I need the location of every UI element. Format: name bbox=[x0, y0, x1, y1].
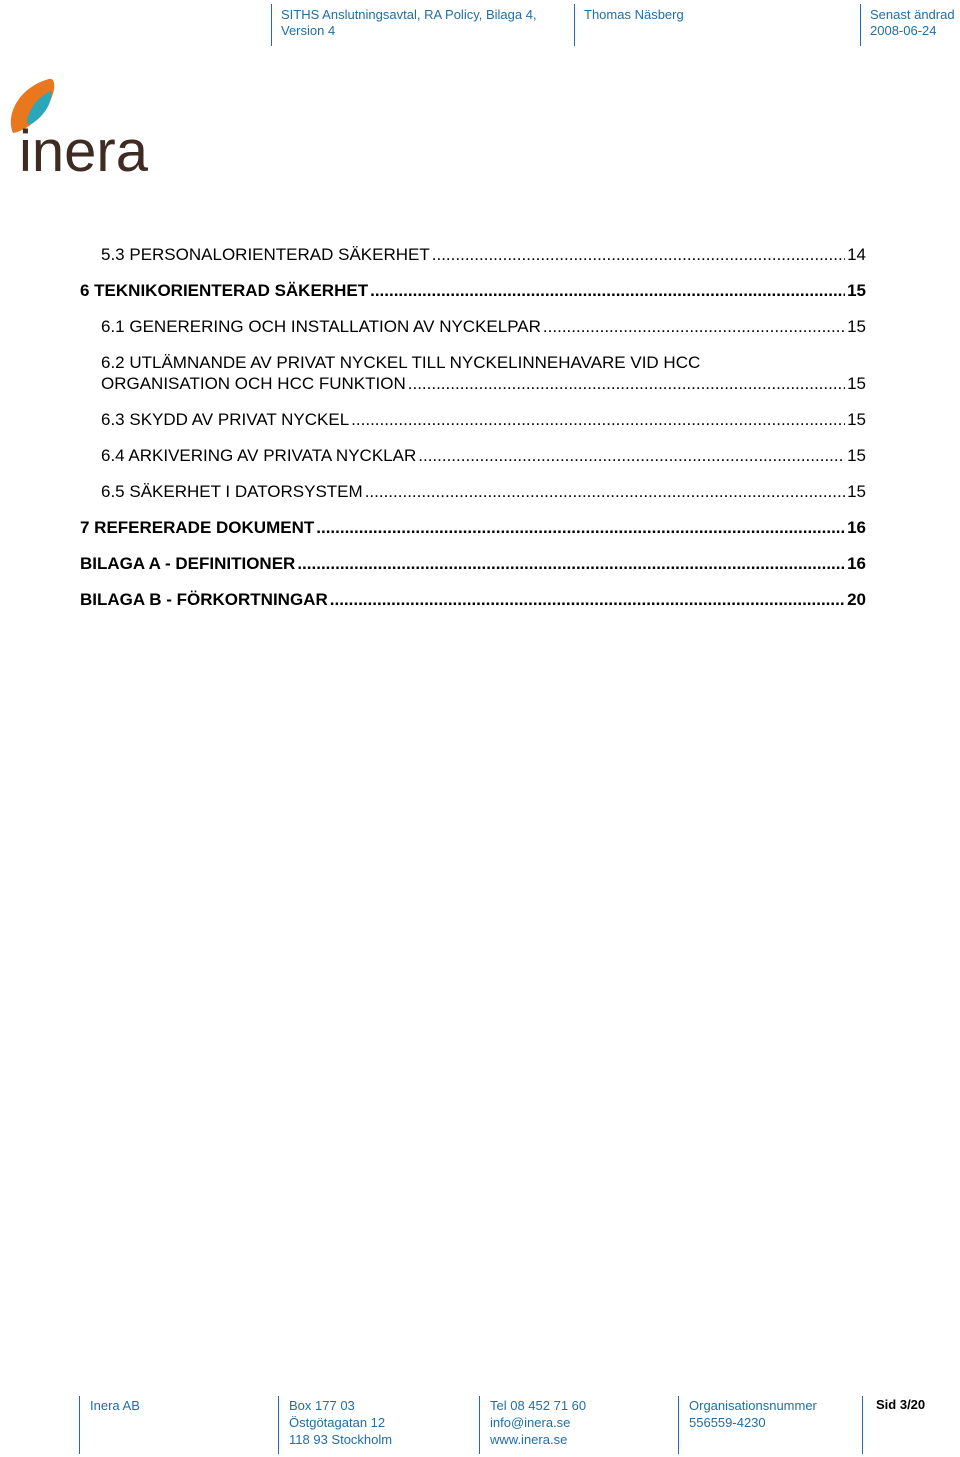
toc-entry-title: 6.3 SKYDD AV PRIVAT NYCKEL bbox=[101, 410, 350, 429]
footer-page-number bbox=[862, 1396, 925, 1454]
toc-entry-title: 6.1 GENERERING OCH INSTALLATION AV NYCKELPAR bbox=[101, 317, 541, 336]
toc-leader bbox=[432, 244, 845, 265]
toc-entry-title-line1: 6.2 UTLÄMNANDE AV PRIVAT NYCKEL TILL NYCKELINNEHAVARE VID HCC bbox=[101, 353, 701, 372]
toc-entry-title: 6.4 ARKIVERING AV PRIVATA NYCKLAR bbox=[101, 446, 417, 465]
toc-entry[interactable] bbox=[80, 316, 866, 337]
footer-address-line: 118 93 Stockholm bbox=[289, 1432, 393, 1447]
header-doc-title-line1: SITHS Anslutningsavtal, RA Policy, Bilaga 4, bbox=[281, 7, 537, 22]
footer-website-link[interactable]: www.inera.se bbox=[490, 1432, 568, 1447]
toc-entry-title: BILAGA B - FÖRKORTNINGAR bbox=[80, 590, 328, 609]
footer-company-name: Inera AB bbox=[90, 1398, 140, 1413]
page-number-label: Sid 3/20 bbox=[876, 1397, 926, 1412]
toc-entry[interactable] bbox=[80, 445, 866, 466]
footer-address-line: Östgötagatan 12 bbox=[289, 1415, 386, 1430]
header-doc-title bbox=[271, 4, 537, 46]
toc-leader bbox=[408, 373, 845, 394]
toc-entry[interactable] bbox=[80, 280, 866, 301]
toc-entry-title: 5.3 PERSONALORIENTERAD SÄKERHET bbox=[101, 245, 430, 264]
toc-entry[interactable] bbox=[80, 244, 866, 265]
footer-phone: Tel 08 452 71 60 bbox=[490, 1398, 587, 1413]
toc-leader bbox=[351, 409, 845, 430]
inera-logo-graphic bbox=[5, 75, 170, 180]
header-changed-label: Senast ändrad bbox=[870, 7, 955, 22]
footer-org bbox=[678, 1396, 817, 1454]
header-author bbox=[574, 4, 684, 46]
logo-wordmark: inera bbox=[19, 119, 148, 180]
toc-entry-page: 14 bbox=[847, 245, 866, 264]
toc-entry-page: 15 bbox=[847, 482, 866, 501]
toc-entry[interactable] bbox=[80, 589, 866, 610]
toc-entry-title: BILAGA A - DEFINITIONER bbox=[80, 554, 296, 573]
toc-entry-page: 15 bbox=[847, 281, 866, 300]
toc-entry-page: 16 bbox=[847, 554, 866, 573]
toc-entry[interactable] bbox=[80, 481, 866, 502]
footer-org-number: 556559-4230 bbox=[689, 1415, 766, 1430]
toc-entry[interactable] bbox=[80, 409, 866, 430]
toc-leader bbox=[365, 481, 845, 502]
header-changed bbox=[860, 4, 955, 46]
toc-entry-page: 15 bbox=[847, 317, 866, 336]
toc-leader bbox=[543, 316, 845, 337]
toc-entry-title: 6.5 SÄKERHET I DATORSYSTEM bbox=[101, 482, 363, 501]
toc-leader bbox=[316, 517, 845, 538]
toc-entry-title: 6 TEKNIKORIENTERAD SÄKERHET bbox=[80, 281, 369, 300]
toc-leader bbox=[297, 553, 845, 574]
footer-email-link[interactable]: info@inera.se bbox=[490, 1415, 571, 1430]
header-changed-date: 2008-06-24 bbox=[870, 23, 937, 38]
toc-entry-title: ORGANISATION OCH HCC FUNKTION bbox=[101, 374, 406, 393]
toc-entry-page: 15 bbox=[847, 410, 866, 429]
toc-entry-page: 20 bbox=[847, 590, 866, 609]
header-doc-title-line2: Version 4 bbox=[281, 23, 336, 38]
toc-entry-page: 16 bbox=[847, 518, 866, 537]
toc-entry[interactable] bbox=[80, 352, 866, 394]
footer-company bbox=[79, 1396, 140, 1454]
toc-entry-page: 15 bbox=[847, 446, 866, 465]
toc-entry[interactable] bbox=[80, 553, 866, 574]
toc-leader bbox=[370, 280, 845, 301]
footer-address bbox=[278, 1396, 392, 1454]
toc-entry-title: 7 REFERERADE DOKUMENT bbox=[80, 518, 315, 537]
footer-address-line: Box 177 03 bbox=[289, 1398, 355, 1413]
footer-contact bbox=[479, 1396, 586, 1454]
toc-entry[interactable] bbox=[80, 517, 866, 538]
inera-logo bbox=[5, 75, 170, 180]
toc-entry-page: 15 bbox=[847, 374, 866, 393]
toc-leader bbox=[330, 589, 845, 610]
footer-org-label: Organisationsnummer bbox=[689, 1398, 817, 1413]
table-of-contents bbox=[80, 244, 866, 625]
header-author-name: Thomas Näsberg bbox=[584, 7, 684, 22]
toc-leader bbox=[418, 445, 845, 466]
